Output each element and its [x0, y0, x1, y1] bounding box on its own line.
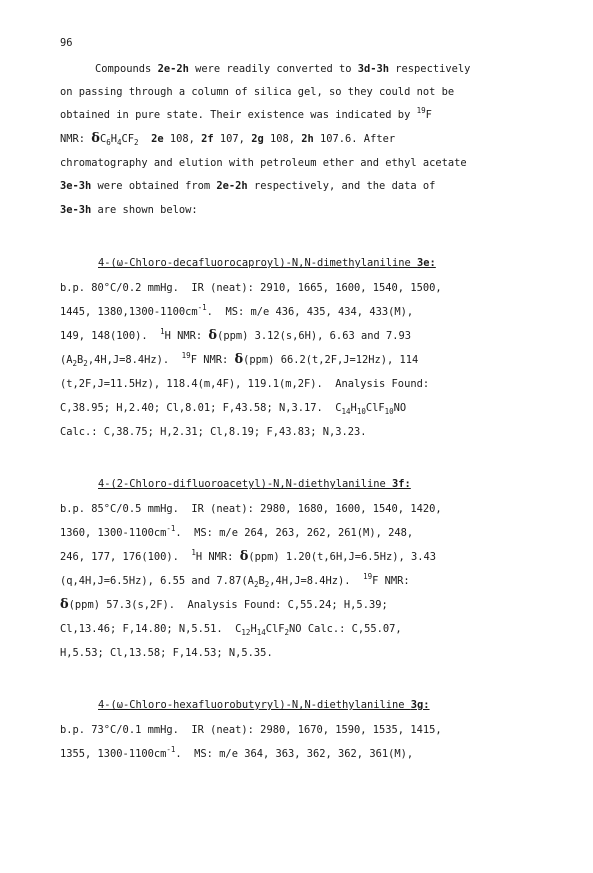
- compound-3g-heading: 4-(ω-Chloro-hexafluorobutyryl)-N,N-diethylaniline 3g:: [98, 699, 430, 711]
- delta-symbol: δ: [91, 131, 100, 146]
- intro-line-7: 3e-3h are shown below:: [60, 204, 198, 216]
- intro-line-4: NMR: $\delta C_6H_4CF_2$ 2e 108, 2f 107, 2g 108, 2h 107.6. After: [60, 131, 396, 147]
- compound-3e-line-4: $(A_2B_2,4H,J=8.4Hz)$. $^{19}$F NMR: δ(ppm) 66.2(t,2F,J=12Hz), 114: [60, 351, 419, 368]
- compound-3e-line-6: C,38.95; H,2.40; Cl,8.01; F,43.58; N,3.17. $C_{14}H_{10}ClF_{10}NO$: [60, 402, 407, 416]
- delta-symbol: δ: [60, 597, 69, 612]
- compound-3e-line-1: b.p. 80°C/0.2 mmHg. IR (neat): 2910, 1665, 1600, 1540, 1500,: [60, 282, 442, 294]
- intro-line-5: chromatography and elution with petroleum ether and ethyl acetate: [60, 157, 467, 169]
- intro-line-6: 3e-3h were obtained from 2e-2h respectively, and the data of: [60, 180, 436, 192]
- compound-3e-line-3: 149, 148(100). $^1$H NMR: δ(ppm) 3.12(s,6H), 6.63 and 7.93: [60, 327, 412, 343]
- compound-3f-line-2: 1360, $1300-1100cm^{-1}$. MS: m/e 264, 263, 262, 261(M), 248,: [60, 524, 414, 539]
- intro-line-3: obtained in pure state. Their existence was indicated by $^{19}$F: [60, 106, 432, 121]
- intro-line-1: Compounds 2e-2h were readily converted to 3d-3h respectively: [95, 63, 471, 75]
- compound-3e-line-5: (t,2F,J=11.5Hz), 118.4(m,4F), 119.1(m,2F). Analysis Found:: [60, 378, 430, 390]
- intro-line-2: on passing through a column of silica gel, so they could not be: [60, 86, 455, 98]
- page-number: 96: [60, 37, 73, 49]
- compound-3f-heading: 4-(2-Chloro-difluoroacetyl)-N,N-diethylaniline 3f:: [98, 478, 411, 490]
- compound-3f-line-6: Cl,13.46; F,14.80; N,5.51. $C_{12}H_{14}ClF_2NO$ Calc.: C,55.07,: [60, 623, 402, 637]
- compound-3f-line-4: (q,4H,J=6.5Hz), 6.55 and $7.87(A_2B_2,4H,J=8.4Hz)$. $^{19}$F NMR:: [60, 572, 410, 589]
- delta-symbol: δ: [234, 352, 244, 367]
- compound-3e-line-7: Calc.: C,38.75; H,2.31; Cl,8.19; F,43.83; N,3.23.: [60, 426, 367, 438]
- compound-3e-heading: 4-(ω-Chloro-decafluorocaproyl)-N,N-dimethylaniline 3e:: [98, 257, 436, 269]
- compound-3g-line-1: b.p. 73°C/0.1 mmHg. IR (neat): 2980, 1670, 1590, 1535, 1415,: [60, 724, 442, 736]
- delta-symbol: δ: [239, 549, 249, 564]
- compound-3f-line-1: b.p. 85°C/0.5 mmHg. IR (neat): 2980, 1680, 1600, 1540, 1420,: [60, 503, 442, 515]
- compound-3e-line-2: 1445, $1380,1300-1100cm^{-1}$. MS: m/e 436, 435, 434, 433(M),: [60, 303, 414, 318]
- compound-3g-line-2: 1355, $1300-1100cm^{-1}$. MS: m/e 364, 363, 362, 362, 361(M),: [60, 745, 414, 760]
- compound-3f-line-3: 246, 177, 176(100). $^1$H NMR: δ(ppm) 1.20(t,6H,J=6.5Hz), 3.43: [60, 548, 437, 564]
- compound-3f-line-7: H,5.53; Cl,13.58; F,14.53; N,5.35.: [60, 647, 273, 659]
- compound-3f-line-5: δ(ppm) 57.3(s,2F). Analysis Found: C,55.24; H,5.39;: [60, 597, 388, 612]
- delta-symbol: δ: [208, 328, 218, 343]
